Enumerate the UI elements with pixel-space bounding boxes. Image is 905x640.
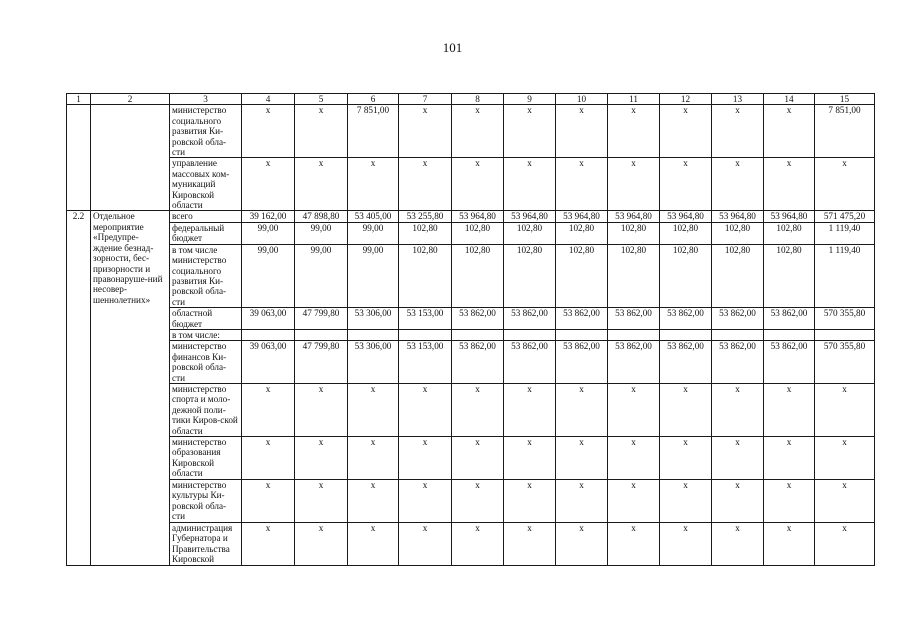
empty-cell [67, 105, 91, 211]
value-cell: 99,00 [295, 222, 348, 244]
value-cell: х [242, 383, 295, 436]
value-cell: х [242, 105, 295, 158]
value-cell: х [399, 158, 452, 211]
value-cell: х [608, 523, 660, 566]
value-cell: 571 475,20 [815, 211, 875, 222]
value-cell: х [348, 158, 399, 211]
value-cell: 53 862,00 [556, 341, 608, 384]
value-cell: 53 964,80 [712, 211, 764, 222]
value-cell: 53 306,00 [348, 341, 399, 384]
value-cell [399, 329, 452, 340]
value-cell: х [295, 105, 348, 158]
header-cell: 1 [67, 94, 91, 105]
value-cell: 53 862,00 [764, 308, 815, 330]
value-cell: х [504, 383, 556, 436]
value-cell: х [815, 480, 875, 523]
value-cell: 53 964,80 [660, 211, 712, 222]
value-cell [295, 329, 348, 340]
value-cell: 570 355,80 [815, 308, 875, 330]
value-cell: х [608, 480, 660, 523]
value-cell: 53 862,00 [608, 308, 660, 330]
value-cell: х [452, 437, 504, 480]
header-row [67, 94, 875, 105]
table-row [67, 158, 875, 211]
value-cell: 102,80 [660, 244, 712, 307]
value-cell: х [556, 523, 608, 566]
value-cell: 102,80 [764, 244, 815, 307]
value-cell [712, 329, 764, 340]
table-row [67, 105, 875, 158]
header-cell: 6 [348, 94, 399, 105]
value-cell: 53 153,00 [399, 308, 452, 330]
value-cell: 53 862,00 [712, 341, 764, 384]
value-cell: 53 964,80 [556, 211, 608, 222]
table-row [67, 523, 875, 566]
value-cell: 99,00 [242, 222, 295, 244]
row-label: администрация Губернатора и Правительства Кировской [170, 523, 242, 566]
value-cell: х [556, 158, 608, 211]
value-cell: х [348, 437, 399, 480]
value-cell: х [348, 383, 399, 436]
value-cell: х [504, 158, 556, 211]
value-cell: 53 964,80 [764, 211, 815, 222]
row-label: федеральный бюджет [170, 222, 242, 244]
value-cell: х [242, 480, 295, 523]
value-cell: 53 862,00 [504, 341, 556, 384]
value-cell: 39 063,00 [242, 308, 295, 330]
value-cell: х [712, 383, 764, 436]
value-cell: 7 851,00 [348, 105, 399, 158]
value-cell: х [608, 383, 660, 436]
value-cell: 1 119,40 [815, 244, 875, 307]
value-cell: х [712, 105, 764, 158]
value-cell: х [452, 523, 504, 566]
value-cell: 47 799,80 [295, 308, 348, 330]
header-cell: 8 [452, 94, 504, 105]
value-cell: х [399, 480, 452, 523]
value-cell: 99,00 [348, 244, 399, 307]
value-cell: х [764, 158, 815, 211]
budget-table [66, 93, 875, 566]
value-cell: 53 862,00 [712, 308, 764, 330]
row-label: министерство образования Кировской области [170, 437, 242, 480]
value-cell: х [815, 383, 875, 436]
value-cell [660, 329, 712, 340]
header-cell: 2 [91, 94, 170, 105]
value-cell: х [295, 480, 348, 523]
value-cell: 53 255,80 [399, 211, 452, 222]
value-cell: х [242, 523, 295, 566]
value-cell: 102,80 [452, 222, 504, 244]
header-cell: 4 [242, 94, 295, 105]
row-label: всего [170, 211, 242, 222]
value-cell: 102,80 [608, 222, 660, 244]
row-label: в том числе: [170, 329, 242, 340]
page-number: 101 [442, 40, 463, 55]
value-cell: 53 862,00 [504, 308, 556, 330]
value-cell: 53 862,00 [452, 308, 504, 330]
table-row [67, 480, 875, 523]
value-cell: х [348, 480, 399, 523]
row-label: областной бюджет [170, 308, 242, 330]
value-cell: 102,80 [399, 244, 452, 307]
value-cell: 53 862,00 [608, 341, 660, 384]
value-cell: х [452, 383, 504, 436]
section-number: 2.2 [67, 211, 91, 566]
value-cell: 53 862,00 [764, 341, 815, 384]
value-cell: х [764, 105, 815, 158]
value-cell [764, 329, 815, 340]
value-cell: 102,80 [556, 222, 608, 244]
value-cell: 53 964,80 [504, 211, 556, 222]
value-cell [815, 329, 875, 340]
value-cell: 99,00 [348, 222, 399, 244]
value-cell: х [712, 480, 764, 523]
header-cell: 14 [764, 94, 815, 105]
table-row [67, 383, 875, 436]
value-cell: х [764, 437, 815, 480]
row-label: управление массовых ком-муникаций Кировской области [170, 158, 242, 211]
row-label: министерство спорта и моло-дежной поли-тики Киров-ской области [170, 383, 242, 436]
value-cell: 570 355,80 [815, 341, 875, 384]
table-row [67, 341, 875, 384]
header-cell: 11 [608, 94, 660, 105]
value-cell: 53 964,80 [608, 211, 660, 222]
value-cell: х [815, 523, 875, 566]
value-cell: х [504, 437, 556, 480]
value-cell: 102,80 [452, 244, 504, 307]
value-cell: х [504, 105, 556, 158]
value-cell: х [399, 105, 452, 158]
value-cell: х [556, 105, 608, 158]
table-row [67, 222, 875, 244]
row-label: министерство финансов Ки-ровской обла-сти [170, 341, 242, 384]
value-cell: 53 306,00 [348, 308, 399, 330]
value-cell: х [504, 523, 556, 566]
value-cell: х [295, 383, 348, 436]
table-row [67, 308, 875, 330]
value-cell: 1 119,40 [815, 222, 875, 244]
value-cell: х [660, 383, 712, 436]
value-cell [608, 329, 660, 340]
value-cell: х [295, 523, 348, 566]
value-cell: 102,80 [556, 244, 608, 307]
value-cell: х [556, 383, 608, 436]
value-cell: х [295, 437, 348, 480]
value-cell: х [815, 437, 875, 480]
value-cell: х [764, 523, 815, 566]
empty-cell [91, 105, 170, 211]
value-cell: х [242, 158, 295, 211]
value-cell: х [815, 158, 875, 211]
header-cell: 13 [712, 94, 764, 105]
value-cell: х [452, 158, 504, 211]
value-cell: х [764, 383, 815, 436]
value-cell: х [660, 523, 712, 566]
header-cell: 10 [556, 94, 608, 105]
value-cell: х [660, 105, 712, 158]
value-cell: 99,00 [295, 244, 348, 307]
value-cell: 7 851,00 [815, 105, 875, 158]
value-cell: х [452, 480, 504, 523]
value-cell: 53 405,00 [348, 211, 399, 222]
value-cell [556, 329, 608, 340]
value-cell: х [452, 105, 504, 158]
value-cell: х [764, 480, 815, 523]
value-cell: 99,00 [242, 244, 295, 307]
value-cell: х [712, 523, 764, 566]
table-row [67, 211, 875, 222]
value-cell: 102,80 [399, 222, 452, 244]
value-cell: х [295, 158, 348, 211]
value-cell: 47 799,80 [295, 341, 348, 384]
value-cell: х [556, 437, 608, 480]
value-cell [348, 329, 399, 340]
value-cell: 53 862,00 [452, 341, 504, 384]
value-cell: 53 862,00 [660, 341, 712, 384]
value-cell: х [399, 383, 452, 436]
value-cell: х [608, 437, 660, 480]
header-cell: 12 [660, 94, 712, 105]
value-cell: 102,80 [608, 244, 660, 307]
value-cell: 39 162,00 [242, 211, 295, 222]
header-cell: 7 [399, 94, 452, 105]
value-cell: 102,80 [712, 244, 764, 307]
value-cell: 47 898,80 [295, 211, 348, 222]
value-cell: 53 862,00 [660, 308, 712, 330]
value-cell: х [556, 480, 608, 523]
row-label: министерство социального развития Ки-ровской обла-сти [170, 105, 242, 158]
value-cell: х [712, 437, 764, 480]
header-cell: 15 [815, 94, 875, 105]
value-cell: х [660, 158, 712, 211]
value-cell: х [660, 437, 712, 480]
header-cell: 9 [504, 94, 556, 105]
value-cell: х [608, 158, 660, 211]
value-cell: х [504, 480, 556, 523]
value-cell [504, 329, 556, 340]
value-cell [242, 329, 295, 340]
row-label: министерство культуры Ки-ровской обла-сти [170, 480, 242, 523]
section-title: Отдельное мероприятие «Предупре-ждение безнад-зорности, бес-призорности и правонаруше-ний несовер-шеннолетних» [91, 211, 170, 566]
row-label: в том числе министерство социального развития Ки-ровской обла-сти [170, 244, 242, 307]
value-cell [452, 329, 504, 340]
value-cell: 102,80 [712, 222, 764, 244]
value-cell: х [242, 437, 295, 480]
table-row [67, 329, 875, 340]
table-row [67, 244, 875, 307]
value-cell: 102,80 [504, 244, 556, 307]
value-cell: х [712, 158, 764, 211]
value-cell: х [608, 105, 660, 158]
header-cell: 3 [170, 94, 242, 105]
header-cell: 5 [295, 94, 348, 105]
value-cell: 39 063,00 [242, 341, 295, 384]
value-cell: 102,80 [660, 222, 712, 244]
value-cell: 53 153,00 [399, 341, 452, 384]
value-cell: х [399, 437, 452, 480]
value-cell: 53 964,80 [452, 211, 504, 222]
value-cell: х [399, 523, 452, 566]
value-cell: х [660, 480, 712, 523]
value-cell: 53 862,00 [556, 308, 608, 330]
value-cell: х [348, 523, 399, 566]
value-cell: 102,80 [504, 222, 556, 244]
value-cell: 102,80 [764, 222, 815, 244]
table-row [67, 437, 875, 480]
